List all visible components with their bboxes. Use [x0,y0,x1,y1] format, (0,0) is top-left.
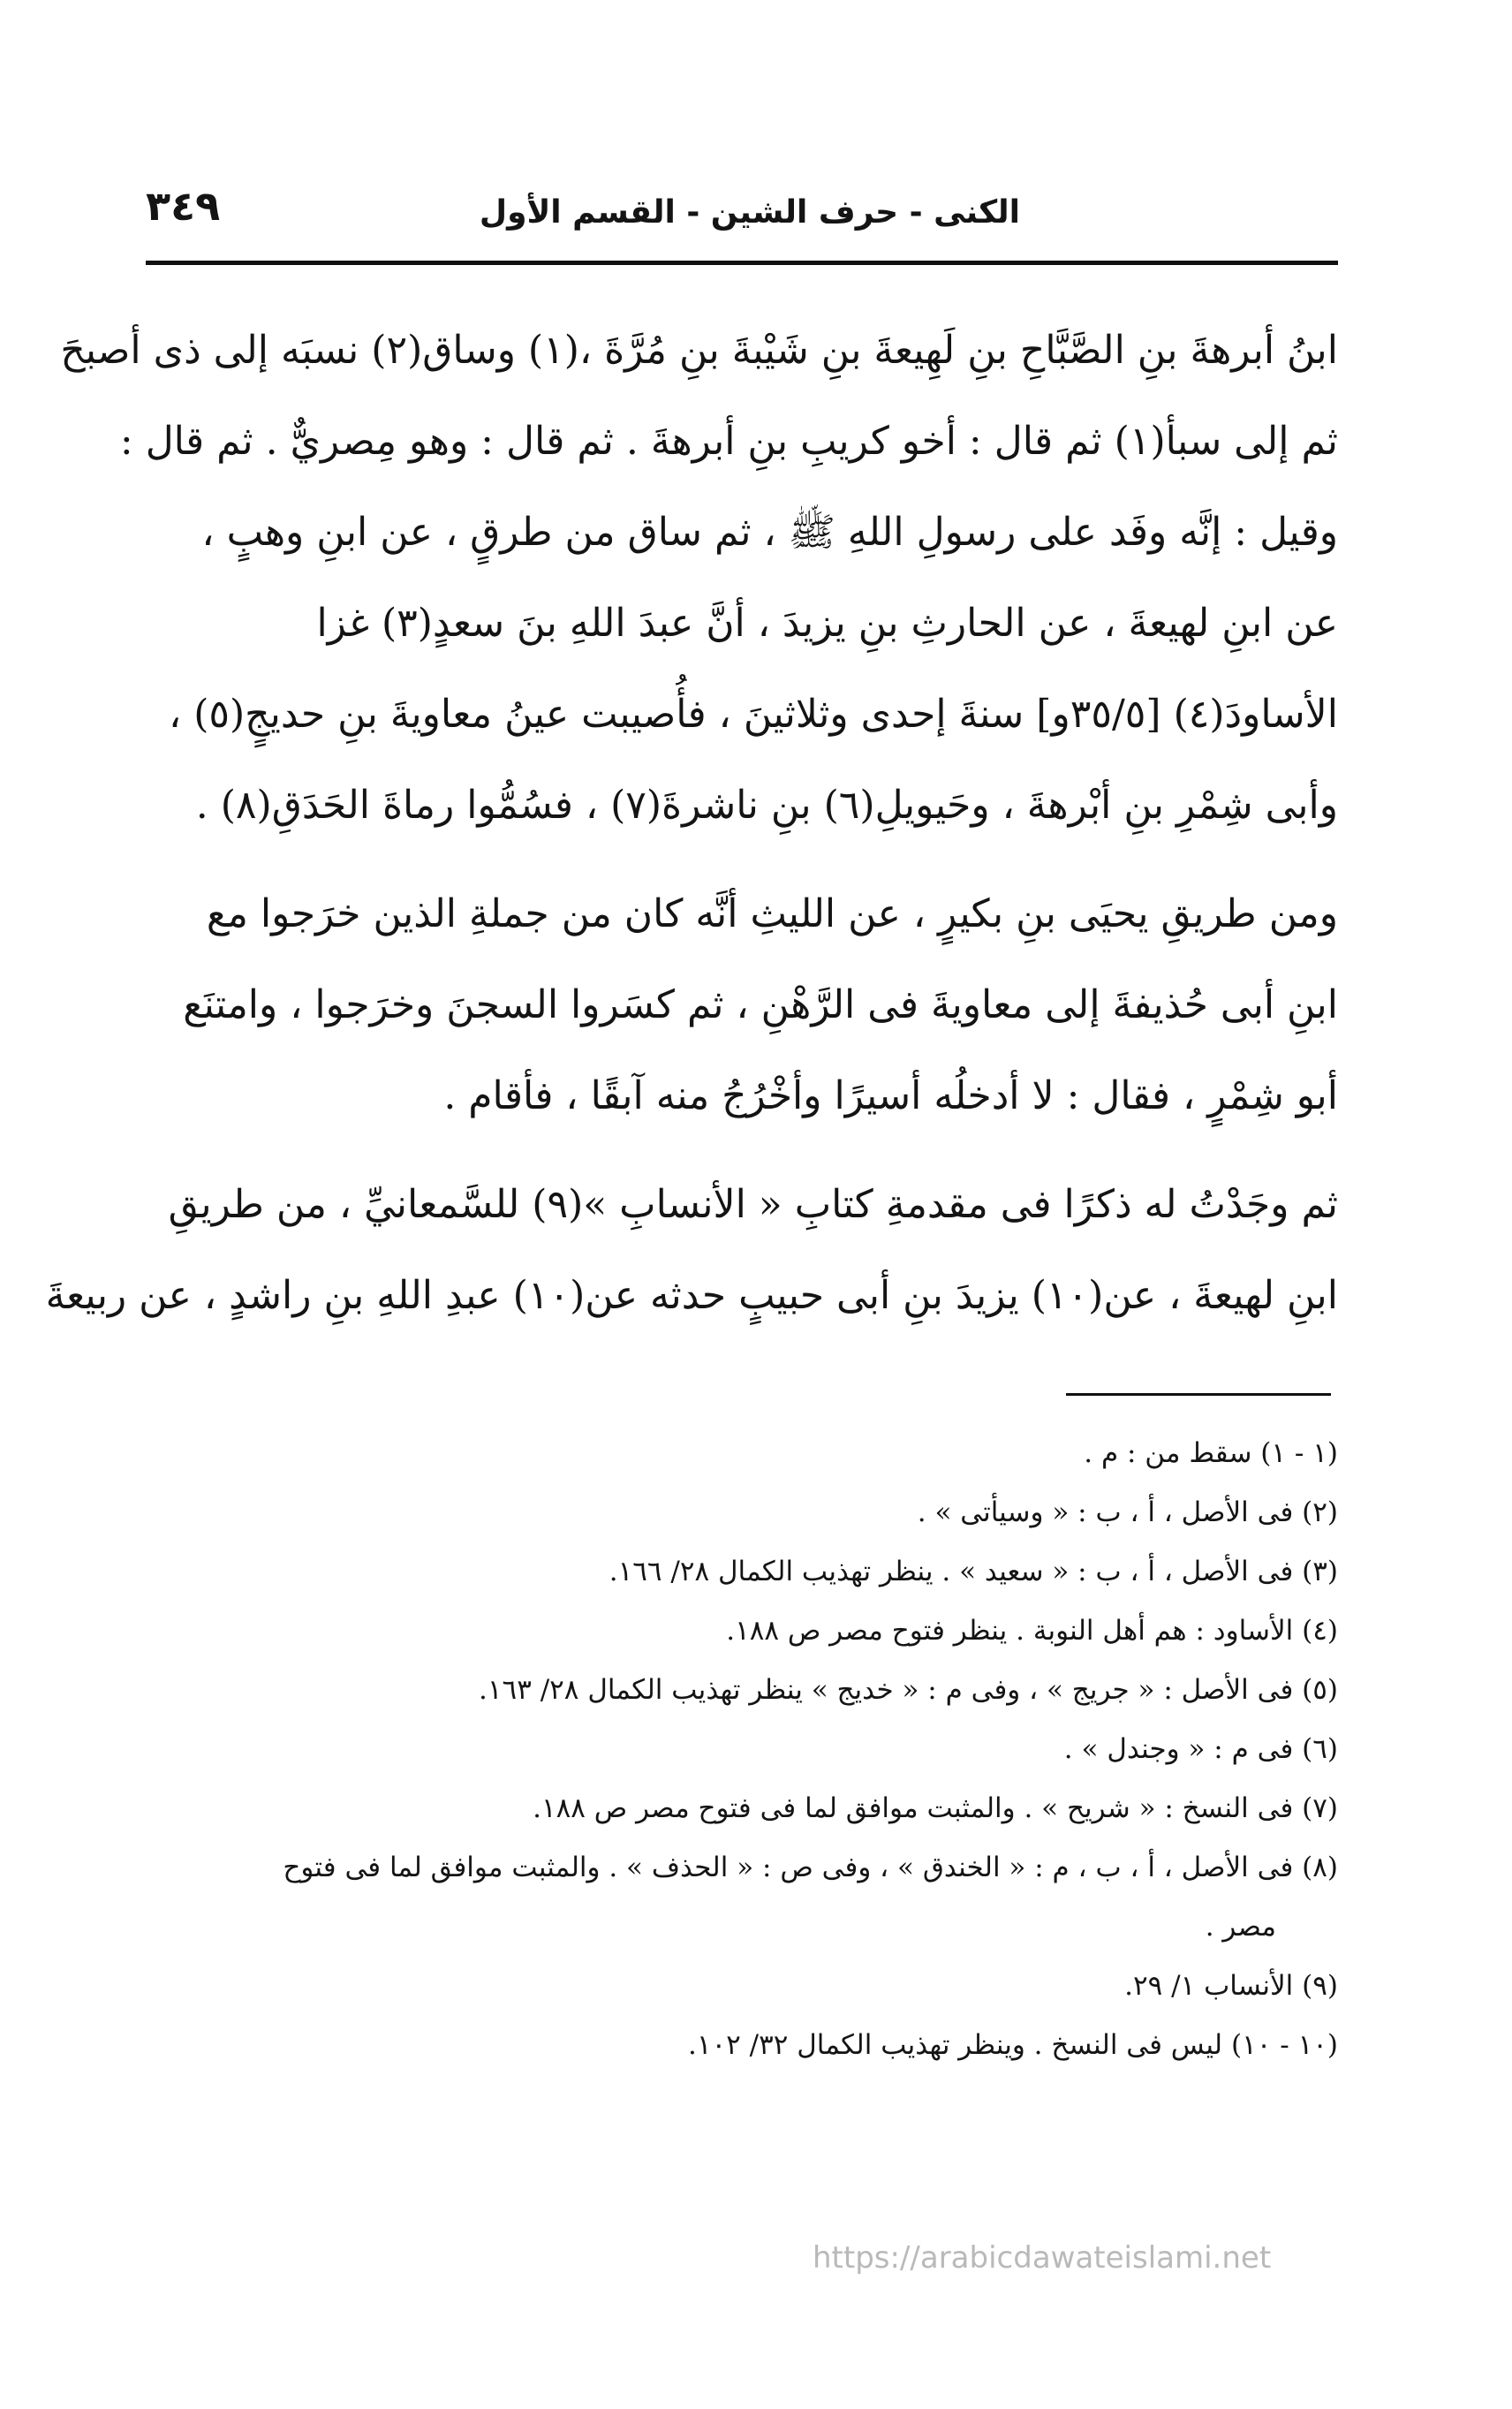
text-line: الأساودَ(٤) [٣٥/٥و] سنةَ إحدى وثلاثينَ ، فأُصيبت عينُ معاويةَ بنِ حديجٍ(٥) ، [169,692,1338,737]
text-line: ابنِ لهيعةَ ، عن(١٠) يزيدَ بنِ أبى حبيبٍ حدثه عن(١٠) عبدِ اللهِ بنِ راشدٍ ، عن ربيعةَ [45,1273,1338,1318]
main-text [45,305,1338,1341]
footnote: (٧) فى النسخ : « شريح » . والمثبت موافق لما فى فتوح مصر ص ١٨٨. [533,1792,1338,1824]
page-number: ٣٤٩ [146,182,221,230]
footnote: (٨) فى الأصل ، أ ، ب ، م : « الخندق » ، وفى ص : « الحذف » . والمثبت موافق لما فى فتوح [283,1852,1338,1883]
watermark-url: https://arabicdawateislami.net [813,2240,1272,2276]
text-line: وأبى شِمْرِ بنِ أبْرهةَ ، وحَيويلِ(٦) بنِ ناشرةَ(٧) ، فسُمُّوا رماةَ الحَدَقِ(٨) . [195,783,1338,828]
paragraph-gap [146,1141,1338,1159]
text-line: ثم وجَدْتُ له ذكرًا فى مقدمةِ كتابِ « الأنسابِ »(٩) للسَّمعانيِّ ، من طريقِ [168,1182,1338,1227]
text-line: ثم إلى سبأ(١) ثم قال : أخو كريبِ بنِ أبرهةَ . ثم قال : وهو مِصريٌّ . ثم قال : [119,419,1338,464]
text-line: ابنُ أبرهةَ بنِ الصَّبَّاحِ بنِ لَهِيعةَ بنِ شَيْبةَ بنِ مُرَّةَ ،(١) وساق(٢) نسبَه إلى ذى أصبحَ [60,328,1338,373]
footnote: (٢) فى الأصل ، أ ، ب : « وسيأتى » . [917,1496,1338,1528]
paragraph-gap [146,851,1338,868]
header-rule [146,261,1338,265]
footnote: (٥) فى الأصل : « جريج » ، وفى م : « خديج » ينظر تهذيب الكمال ٢٨/ ١٦٣. [479,1674,1338,1706]
text-line: عن ابنِ لهيعةَ ، عن الحارثِ بنِ يزيدَ ، أنَّ عبدَ اللهِ بنَ سعدٍ(٣) غزا [316,601,1338,646]
footnote: (٦) فى م : « وجندل » . [1063,1733,1338,1765]
text-line: أبو شِمْرٍ ، فقال : لا أدخلُه أسيرًا وأخْرُجُ منه آبقًا ، فأقام . [443,1073,1338,1118]
footnote: (٣) فى الأصل ، أ ، ب : « سعيد » . ينظر تهذيب الكمال ٢٨/ ١٦٦. [609,1556,1338,1587]
footnote-separator [1066,1393,1331,1396]
running-header [146,175,1338,246]
footnote: (١٠ - ١٠) ليس فى النسخ . وينظر تهذيب الكمال ٣٢/ ١٠٢. [687,2029,1338,2061]
footnote: (١ - ١) سقط من : م . [1084,1437,1338,1469]
running-title: الكنى - حرف الشين - القسم الأول [479,194,1020,231]
text-line: وقيل : إنَّه وفَد على رسولِ اللهِ ﷺ ، ثم ساق من طرقٍ ، عن ابنِ وهبٍ ، [201,510,1338,555]
text-line: ومن طريقِ يحيَى بنِ بكيرٍ ، عن الليثِ أنَّه كان من جملةِ الذين خرَجوا مع [206,891,1338,936]
footnote: (٩) الأنساب ١/ ٢٩. [1124,1970,1338,2002]
text-line: ابنِ أبى حُذيفةَ إلى معاويةَ فى الرَّهْنِ ، ثم كسَروا السجنَ وخرَجوا ، وامتنَع [183,982,1338,1027]
footnote-continuation: مصر . [1205,1911,1276,1943]
footnotes [146,1424,1338,2075]
footnote: (٤) الأساود : هم أهل النوبة . ينظر فتوح مصر ص ١٨٨. [726,1615,1338,1647]
